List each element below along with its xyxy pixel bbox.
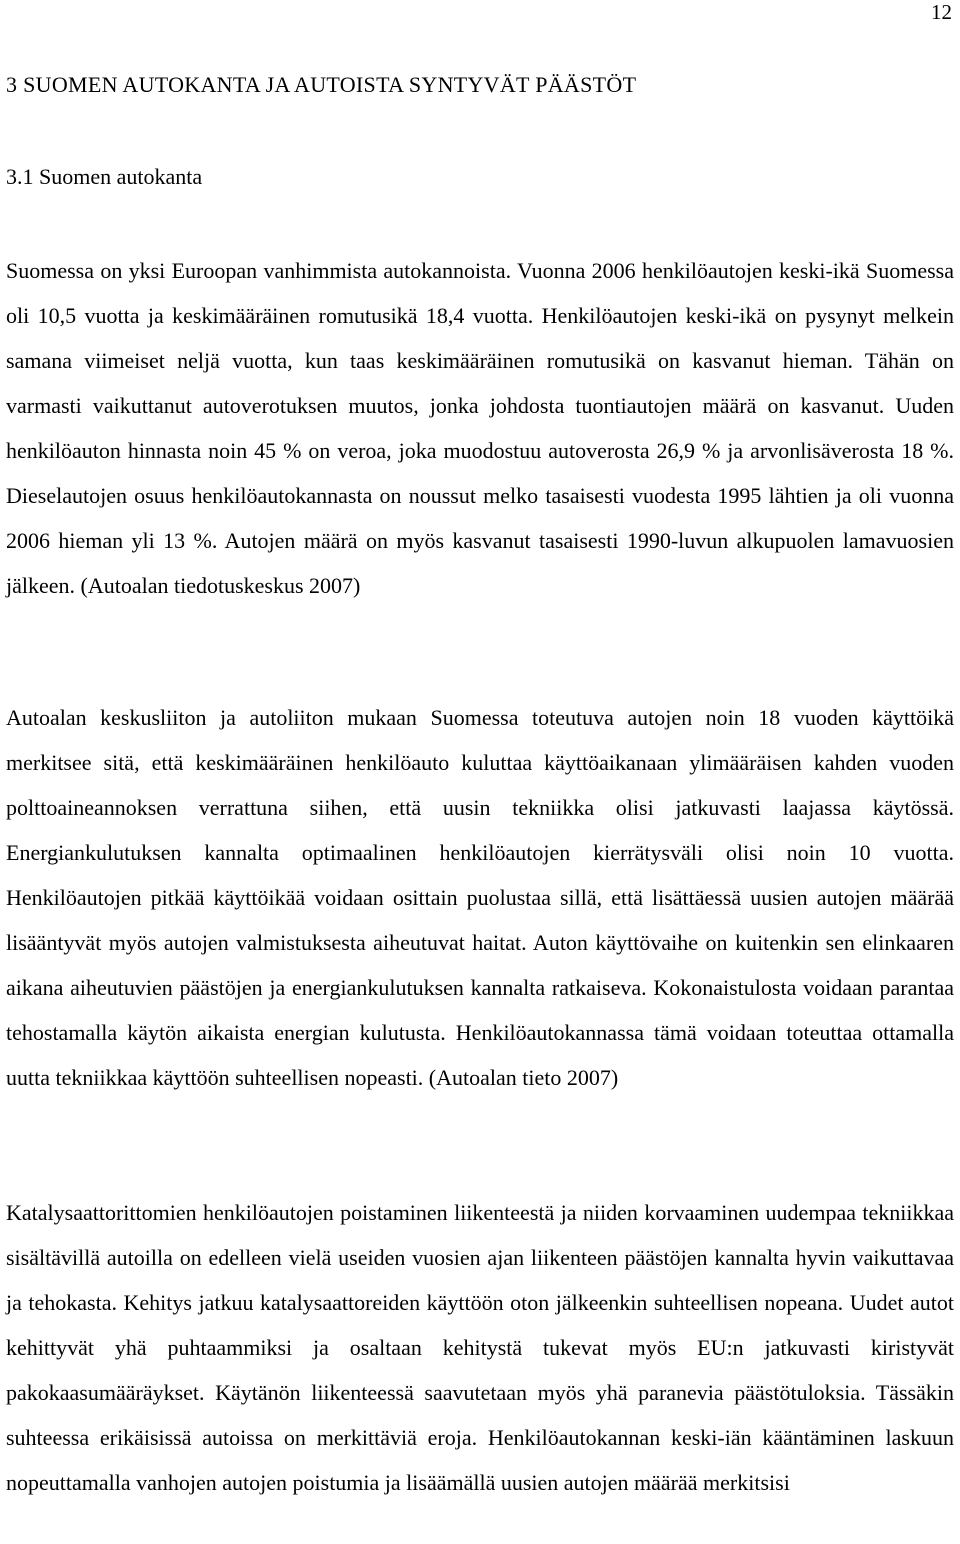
body-paragraph: Katalysaattorittomien henkilöautojen poistaminen liikenteestä ja niiden korvaaminen uudempaa tekniikkaa sisältävillä autoilla on edelleen vielä useiden vuosien ajan liikenteen päästöjen kannalta hyvin vaikuttavaa ja tehokasta. Kehitys jatkuu katalysaattoreiden käyttöön oton jälkeenkin suhteellisen nopeana. Uudet autot kehittyvät yhä puhtaammiksi ja osaltaan kehitystä tukevat myös EU:n jatkuvasti kiristyvät pakokaasumääräykset. Käytänön liikenteessä saavutetaan myös yhä paranevia päästötuloksia. Tässäkin suhteessa erikäisissä autoissa on merkittäviä eroja. Henkilöautokannan keski-iän kääntäminen laskuun nopeuttamalla vanhojen autojen poistumia ja lisäämällä uusien autojen määrää merkitsisi <box>6 1200 954 1495</box>
chapter-title: 3 SUOMEN AUTOKANTA JA AUTOISTA SYNTYVÄT PÄÄSTÖT <box>6 72 637 97</box>
body-paragraph: Suomessa on yksi Euroopan vanhimmista autokannoista. Vuonna 2006 henkilöautojen keski-ikä Suomessa oli 10,5 vuotta ja keskimääräinen romutusikä 18,4 vuotta. Henkilöautojen keski-ikä on pysynyt melkein samana viimeiset neljä vuotta, kun taas keskimääräinen romutusikä on kasvanut hieman. Tähän on varmasti vaikuttanut autoverotuksen muutos, jonka johdosta tuontiautojen määrä on kasvanut. Uuden henkilöauton hinnasta noin 45 % on veroa, joka muodostuu autoverosta 26,9 % ja arvonlisäverosta 18 %. Dieselautojen osuus henkilöautokannasta on noussut melko tasaisesti vuodesta 1995 lähtien ja oli vuonna 2006 hieman yli 13 %. Autojen määrä on myös kasvanut tasaisesti 1990-luvun alkupuolen lamavuosien jälkeen. (Autoalan tiedotuskeskus 2007) <box>6 258 954 598</box>
page-number: 12 <box>931 0 952 24</box>
section-title: 3.1 Suomen autokanta <box>6 164 203 189</box>
body-paragraph: Autoalan keskusliiton ja autoliiton mukaan Suomessa toteutuva autojen noin 18 vuoden käyttöikä merkitsee sitä, että keskimääräinen henkilöauto kuluttaa käyttöaikanaan ylimääräisen kahden vuoden polttoaineannoksen verrattuna siihen, että uusin tekniikka olisi jatkuvasti laajassa käytössä. Energiankulutuksen kannalta optimaalinen henkilöautojen kierrätysväli olisi noin 10 vuotta. Henkilöautojen pitkää käyttöikää voidaan osittain puolustaa sillä, että lisättäessä uusien autojen määrää lisääntyvät myös autojen valmistuksesta aiheutuvat haitat. Auton käyttövaihe on kuitenkin sen elinkaaren aikana aiheutuvien päästöjen ja energiankulutuksen kannalta ratkaiseva. Kokonaistulosta voidaan parantaa tehostamalla käytön aikaista energian kulutusta. Henkilöautokannassa tämä voidaan toteuttaa ottamalla uutta tekniikkaa käyttöön suhteellisen nopeasti. (Autoalan tieto 2007) <box>6 705 954 1090</box>
